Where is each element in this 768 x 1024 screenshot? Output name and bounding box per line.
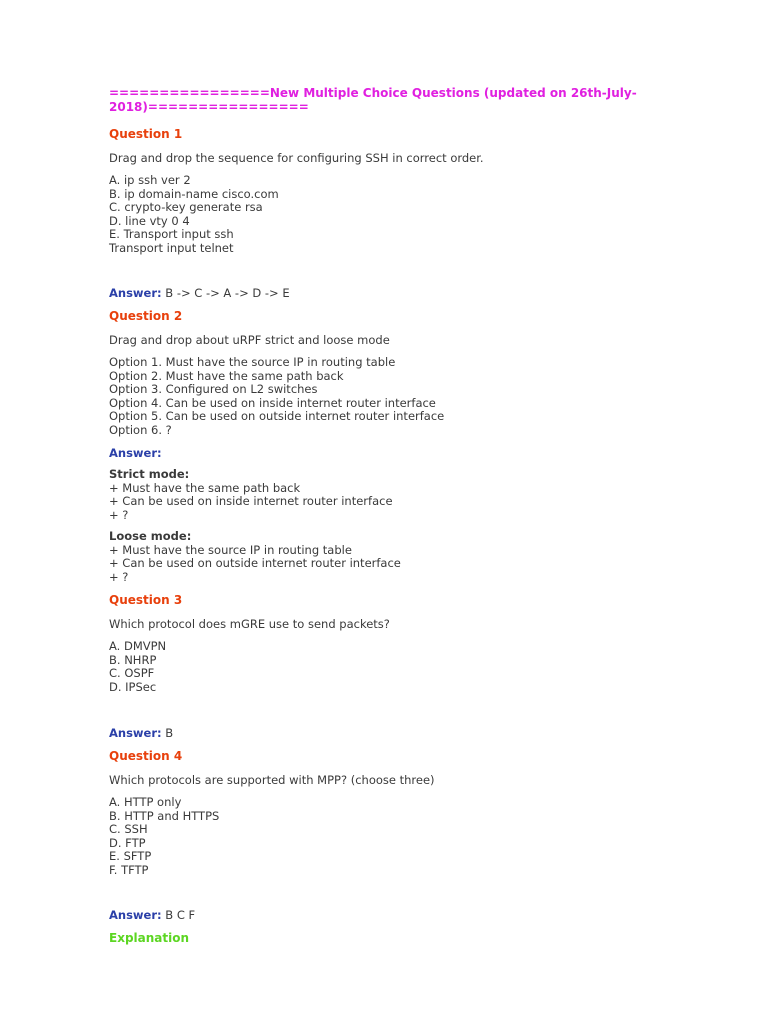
loose-mode-item: + ? <box>109 569 129 584</box>
strict-mode-item: + Can be used on inside internet router interface <box>109 494 393 508</box>
strict-mode-heading: Strict mode: <box>109 467 190 481</box>
question-1-text: Drag and drop the sequence for configuring SSH in correct order. <box>109 151 484 165</box>
loose-mode-block <box>109 530 649 584</box>
question-3-option: D. IPSec <box>109 679 157 694</box>
question-3-option: C. OSPF <box>109 666 155 680</box>
question-3-heading: Question 3 <box>109 593 183 607</box>
question-2-answer <box>109 446 649 460</box>
loose-mode-item: + Can be used on outside internet router interface <box>109 556 401 570</box>
question-2-option: Option 6. ? <box>109 422 172 437</box>
question-2-heading: Question 2 <box>109 309 183 323</box>
answer-label: Answer: <box>109 908 162 922</box>
answer-value: B <box>161 726 174 740</box>
question-1-option: Transport input telnet <box>109 240 234 255</box>
answer-label: Answer: <box>109 286 162 300</box>
question-4-options <box>109 796 649 877</box>
question-3-option: B. NHRP <box>109 652 157 667</box>
explanation-heading: Explanation <box>109 931 190 945</box>
document-page <box>109 86 649 945</box>
question-1-option: E. Transport input ssh <box>109 227 234 241</box>
question-1-answer <box>109 286 649 300</box>
answer-value: B -> C -> A -> D -> E <box>161 286 290 300</box>
question-3-text: Which protocol does mGRE use to send packets? <box>109 617 390 631</box>
question-4-option: E. SFTP <box>109 849 152 863</box>
question-3-options <box>109 640 649 694</box>
strict-mode-item: + Must have the same path back <box>109 480 301 495</box>
question-4-option: A. HTTP only <box>109 795 182 809</box>
loose-mode-item: + Must have the source IP in routing table <box>109 542 352 557</box>
question-2-option: Option 3. Configured on L2 switches <box>109 382 318 396</box>
answer-value: B C F <box>161 908 196 922</box>
question-1-options <box>109 174 649 255</box>
question-1-option: D. line vty 0 4 <box>109 213 190 228</box>
question-3-option: A. DMVPN <box>109 639 167 653</box>
question-4-heading: Question 4 <box>109 749 183 763</box>
question-4-text: Which protocols are supported with MPP? (choose three) <box>109 773 435 787</box>
answer-label: Answer: <box>109 446 162 460</box>
strict-mode-block <box>109 468 649 522</box>
question-4-answer <box>109 908 649 922</box>
question-4-option: B. HTTP and HTTPS <box>109 808 220 823</box>
question-2-option: Option 2. Must have the same path back <box>109 368 344 383</box>
strict-mode-item: + ? <box>109 507 129 522</box>
document-title: ================New Multiple Choice Questions (updated on 26th-July-2018)================ <box>109 86 637 114</box>
question-1-option: B. ip domain-name cisco.com <box>109 186 279 201</box>
question-2-option: Option 4. Can be used on inside internet router interface <box>109 395 436 410</box>
question-4-option: C. SSH <box>109 822 148 836</box>
question-2-options <box>109 356 649 437</box>
question-3-answer <box>109 726 649 740</box>
question-2-option: Option 5. Can be used on outside internet router interface <box>109 409 445 423</box>
loose-mode-heading: Loose mode: <box>109 529 192 543</box>
question-1-option: A. ip ssh ver 2 <box>109 173 191 187</box>
question-2-option: Option 1. Must have the source IP in routing table <box>109 355 396 369</box>
question-1-heading: Question 1 <box>109 127 183 141</box>
question-4-option: D. FTP <box>109 835 146 850</box>
question-2-text: Drag and drop about uRPF strict and loose mode <box>109 333 390 347</box>
question-1-option: C. crypto-key generate rsa <box>109 200 263 214</box>
answer-label: Answer: <box>109 726 162 740</box>
question-4-option: F. TFTP <box>109 862 149 877</box>
